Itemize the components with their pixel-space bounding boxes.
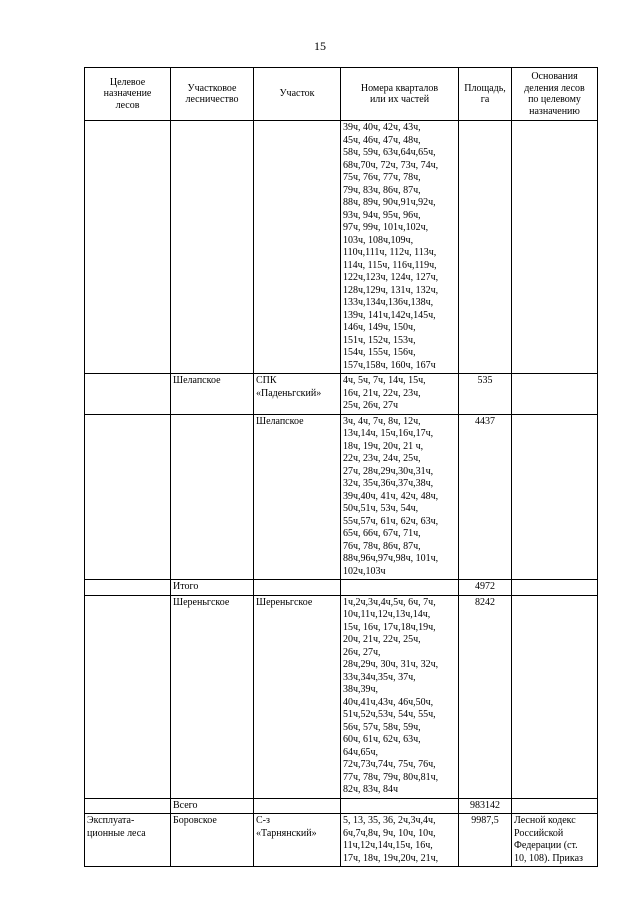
table-row — [85, 595, 598, 798]
basis-cell — [512, 414, 598, 580]
cell-line: Основания — [531, 71, 578, 82]
cell-line: 27ч, 28ч,29ч,30ч,31ч, — [343, 465, 434, 477]
purpose-cell — [85, 580, 171, 596]
cell-line: 4ч, 5ч, 7ч, 14ч, 15ч, — [343, 375, 426, 386]
cell-line: 28ч,29ч, 30ч, 31ч, 32ч, — [343, 659, 439, 670]
cell-line: 6ч,7ч,8ч, 9ч, 10ч, 10ч, — [343, 827, 436, 839]
basis-cell — [512, 374, 598, 415]
cell-line: 55ч,57ч, 61ч, 62ч, 63ч, — [343, 515, 439, 527]
cell-line: 154ч, 155ч, 156ч, — [343, 347, 416, 358]
cell-line: 65ч, 66ч, 67ч, 71ч, — [343, 528, 421, 539]
cell-line: С-з — [256, 815, 270, 826]
purpose-cell — [85, 414, 171, 580]
basis-cell — [512, 798, 598, 814]
cell-line: Участковое — [187, 82, 237, 94]
cell-line: 5, 13, 35, 36, 2ч,3ч,4ч, — [343, 815, 436, 826]
cell-line: 128ч,129ч, 131ч, 132ч, — [343, 284, 439, 296]
header-plot — [254, 68, 341, 121]
area-cell — [459, 121, 512, 374]
forestry-cell: Шелапское — [171, 374, 254, 415]
cell-line: 39ч, 40ч, 42ч, 43ч, — [343, 122, 421, 133]
area-cell: 9987,5 — [459, 814, 512, 867]
cell-line: 79ч, 83ч, 86ч, 87ч, — [343, 184, 421, 196]
cell-line: 60ч, 61ч, 62ч, 63ч, — [343, 734, 421, 745]
plot-cell — [254, 798, 341, 814]
plot-cell — [254, 414, 341, 580]
cell-line: 17ч, 18ч, 19ч,20ч, 21ч, — [343, 852, 439, 864]
cell-line: 26ч, 27ч, — [343, 646, 381, 658]
cell-line: 50ч,51ч, 53ч, 54ч, — [343, 503, 419, 514]
cell-line: Номера кварталов — [360, 82, 439, 94]
forestry-cell: Итого — [171, 580, 254, 596]
cell-line: или их частей — [369, 94, 430, 105]
cell-line: Участок — [279, 88, 315, 100]
cell-line: 38ч,39ч, — [343, 684, 379, 695]
cell-line: Площадь, — [464, 82, 506, 94]
quarters-cell — [341, 595, 459, 798]
area-cell: 4972 — [459, 580, 512, 596]
quarters-cell — [341, 814, 459, 867]
cell-line: лесничество — [185, 94, 239, 105]
cell-line: 122ч,123ч, 124ч, 127ч, — [343, 272, 439, 283]
cell-line: 10, 108). Приказ — [514, 852, 583, 864]
area-cell: 983142 — [459, 798, 512, 814]
cell-line: «Тарнянский» — [256, 827, 317, 839]
quarters-cell — [341, 414, 459, 580]
cell-line: Целевое — [109, 76, 146, 88]
basis-cell — [512, 595, 598, 798]
cell-line: 88ч,96ч,97ч,98ч, 101ч, — [343, 553, 439, 564]
table-row — [85, 798, 598, 814]
cell-line: 68ч,70ч, 72ч, 73ч, 74ч, — [343, 159, 439, 171]
cell-line: 15ч, 16ч, 17ч,18ч,19ч, — [343, 621, 436, 633]
cell-line: назначение — [103, 88, 152, 100]
header-area — [459, 68, 512, 121]
forestry-cell: Шереньгское — [171, 595, 254, 798]
cell-line: 157ч,158ч, 160ч, 167ч — [343, 359, 436, 371]
plot-cell — [254, 580, 341, 596]
cell-line: 56ч, 57ч, 58ч, 59ч, — [343, 721, 421, 733]
table-row — [85, 580, 598, 596]
cell-line: 16ч, 21ч, 22ч, 23ч, — [343, 387, 421, 399]
forestry-cell — [171, 121, 254, 374]
cell-line: га — [480, 94, 490, 105]
quarters-cell — [341, 374, 459, 415]
cell-line: 97ч, 99ч, 101ч,102ч, — [343, 222, 429, 233]
cell-line: 1ч,2ч,3ч,4ч,5ч, 6ч, 7ч, — [343, 596, 436, 608]
cell-line: по целевому — [528, 94, 581, 105]
cell-line: 39ч,40ч, 41ч, 42ч, 48ч, — [343, 490, 439, 502]
purpose-cell — [85, 798, 171, 814]
quarters-cell — [341, 798, 459, 814]
purpose-cell — [85, 374, 171, 415]
purpose-cell — [85, 121, 171, 374]
cell-line: назначению — [529, 105, 580, 117]
cell-line: 139ч, 141ч,142ч,145ч, — [343, 309, 436, 321]
header-purpose — [85, 68, 171, 121]
cell-line: 103ч, 108ч,109ч, — [343, 234, 414, 246]
table-header-row — [85, 68, 598, 121]
cell-line: 75ч, 76ч, 77ч, 78ч, — [343, 172, 421, 183]
header-basis — [512, 68, 598, 121]
cell-line: 58ч, 59ч, 63ч,64ч,65ч, — [343, 147, 436, 158]
cell-line: 146ч, 149ч, 150ч, — [343, 322, 416, 333]
plot-cell — [254, 595, 341, 798]
cell-line: 10ч,11ч,12ч,13ч,14ч, — [343, 609, 431, 620]
plot-cell — [254, 121, 341, 374]
purpose-cell — [85, 595, 171, 798]
header-forestry — [171, 68, 254, 121]
page-number: 15 — [314, 39, 326, 53]
cell-line: 64ч,65ч, — [343, 746, 379, 758]
quarters-cell — [341, 121, 459, 374]
cell-line: СПК — [256, 375, 277, 386]
cell-line: 82ч, 83ч, 84ч — [343, 784, 399, 795]
plot-cell — [254, 374, 341, 415]
forestry-cell — [171, 414, 254, 580]
forest-purpose-table — [84, 67, 598, 867]
plot-cell — [254, 814, 341, 867]
cell-line: 76ч, 78ч, 86ч, 87ч, — [343, 540, 421, 552]
cell-line: «Паденьгский» — [256, 387, 322, 399]
cell-line: 72ч,73ч,74ч, 75ч, 76ч, — [343, 759, 436, 770]
area-cell: 8242 — [459, 595, 512, 798]
cell-line: деления лесов — [524, 82, 585, 94]
area-cell: 4437 — [459, 414, 512, 580]
cell-line: 13ч,14ч, 15ч,16ч,17ч, — [343, 428, 434, 439]
cell-line: 114ч, 115ч, 116ч,119ч, — [343, 259, 437, 271]
table-row — [85, 121, 598, 374]
table-row — [85, 814, 598, 867]
cell-line: 93ч, 94ч, 95ч, 96ч, — [343, 209, 421, 221]
cell-line: 88ч, 89ч, 90ч,91ч,92ч, — [343, 197, 436, 208]
cell-line: 18ч, 19ч, 20ч, 21 ч, — [343, 440, 424, 452]
cell-line: 133ч,134ч,136ч,138ч, — [343, 297, 434, 308]
cell-line: 45ч, 46ч, 47ч, 48ч, — [343, 134, 421, 146]
basis-cell — [512, 121, 598, 374]
cell-line: 11ч,12ч,14ч,15ч, 16ч, — [343, 840, 433, 851]
purpose-cell — [85, 814, 171, 867]
cell-line: 77ч, 78ч, 79ч, 80ч,81ч, — [343, 771, 439, 783]
cell-line: ционные леса — [87, 827, 146, 839]
cell-line: 102ч,103ч — [343, 565, 386, 577]
cell-line: 32ч, 35ч,36ч,37ч,38ч, — [343, 478, 434, 489]
area-cell: 535 — [459, 374, 512, 415]
cell-line: 33ч,34ч,35ч, 37ч, — [343, 671, 416, 683]
forestry-cell: Всего — [171, 798, 254, 814]
forestry-cell: Боровское — [171, 814, 254, 867]
cell-line: Федерации (ст. — [514, 840, 578, 851]
cell-line: Шереньгское — [256, 596, 313, 608]
header-quarters — [341, 68, 459, 121]
cell-line: 20ч, 21ч, 22ч, 25ч, — [343, 634, 421, 645]
cell-line: 151ч, 152ч, 153ч, — [343, 334, 416, 346]
cell-line: 22ч, 23ч, 24ч, 25ч, — [343, 453, 421, 464]
basis-cell — [512, 580, 598, 596]
table-row — [85, 414, 598, 580]
cell-line: Российской — [514, 827, 564, 839]
cell-line: лесов — [115, 99, 140, 111]
quarters-cell — [341, 580, 459, 596]
cell-line: Эксплуата- — [87, 815, 135, 826]
basis-cell — [512, 814, 598, 867]
cell-line: Шелапское — [256, 415, 304, 427]
cell-line: 51ч,52ч,53ч, 54ч, 55ч, — [343, 709, 436, 720]
cell-line: 25ч, 26ч, 27ч — [343, 400, 399, 411]
cell-line: 40ч,41ч,43ч, 46ч,50ч, — [343, 696, 434, 708]
cell-line: 3ч, 4ч, 7ч, 8ч, 12ч, — [343, 415, 421, 427]
table-row — [85, 374, 598, 415]
cell-line: Лесной кодекс — [514, 815, 576, 826]
cell-line: 110ч,111ч, 112ч, 113ч, — [343, 247, 437, 258]
